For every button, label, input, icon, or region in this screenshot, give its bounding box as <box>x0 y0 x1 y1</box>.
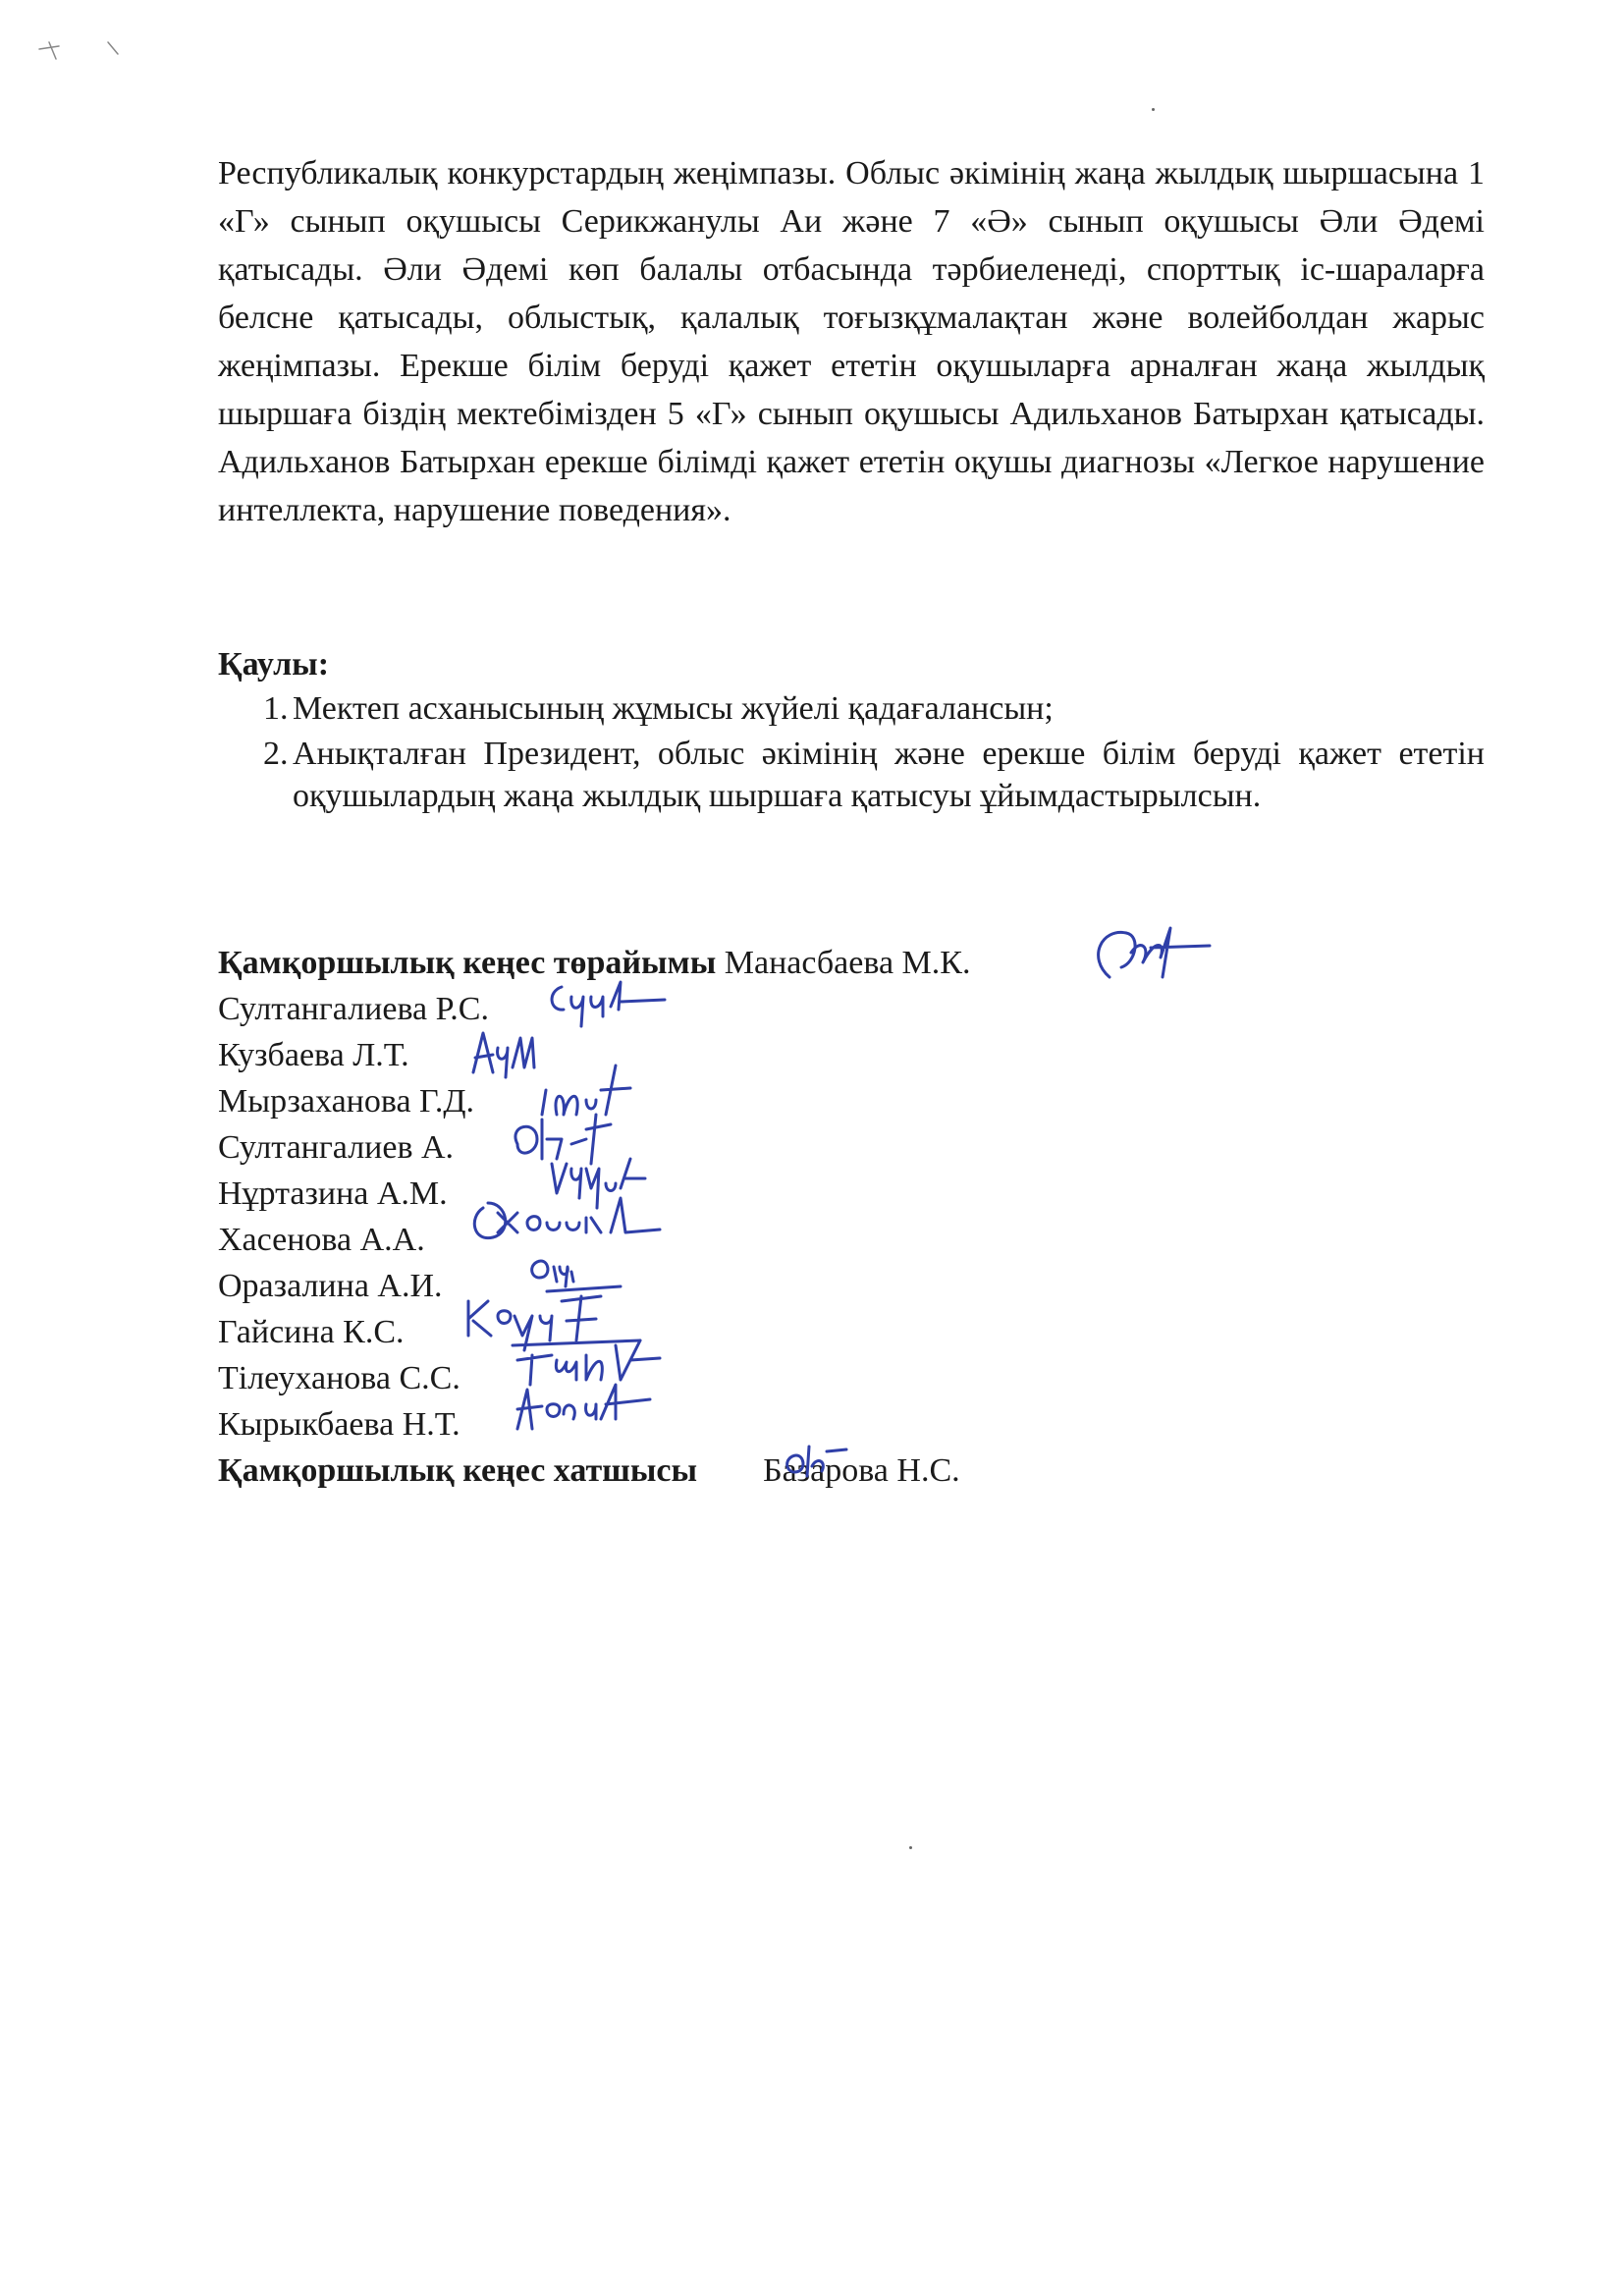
secretary-handwritten-signature <box>778 1432 856 1491</box>
member-signature-line <box>218 1404 460 1446</box>
member-name: Нұртазина А.М. <box>218 1175 448 1212</box>
member-handwritten-signature <box>503 1375 660 1453</box>
resolution-item-text: Мектеп асханысының жұмысы жүйелі қадағалансын; <box>293 690 1054 727</box>
member-signature-line <box>218 989 489 1030</box>
member-name: Султангалиев А. <box>218 1129 455 1166</box>
member-signature-line <box>218 1312 405 1353</box>
member-signature-line <box>218 1174 448 1215</box>
resolution-item <box>218 687 1485 730</box>
member-name: Кырыкбаева Н.Т. <box>218 1406 460 1443</box>
secretary-role: Қамқоршылық кеңес хатшысы <box>218 1452 698 1489</box>
scan-artifact-mark <box>34 34 123 74</box>
member-name: Мырзаханова Г.Д. <box>218 1083 475 1120</box>
member-name: Султангалиева Р.С. <box>218 991 489 1027</box>
scan-speck <box>1152 108 1155 111</box>
chair-name: Манасбаева М.К. <box>724 945 971 981</box>
resolution-item-text: Анықталған Президент, облыс әкімінің және ерекше білім беруді қажет ететін оқушылардың жаңа жылдық шыршаға қатысуы ұйымдастырылсын. <box>293 736 1485 814</box>
resolution-item <box>218 733 1485 817</box>
resolution-item-number: 1. <box>263 690 289 727</box>
resolution-item-number: 2. <box>263 736 289 772</box>
secretary-name: Базарова Н.С. <box>763 1452 960 1489</box>
chair-role: Қамқоршылық кеңес төрайымы <box>218 945 717 981</box>
scan-speck <box>909 1846 912 1849</box>
member-signature-line <box>218 1358 460 1399</box>
member-signature-line <box>218 1266 443 1307</box>
body-paragraph: Республикалық конкурстардың жеңімпазы. Облыс әкімінің жаңа жылдық шыршасына 1 «Г» сынып оқушысы Серикжанулы Аи және 7 «Ә» сынып оқушысы Әли Әдемі қатысады. Әли Әдемі көп балалы отбасында тәрбиеленеді, спорттық іс-шараларға белсне қатысады, облыстық, қалалық тоғызқұмалақтан және волейболдан жарыс жеңімпазы. Ерекше білім беруді қажет ететін оқушыларға арналған жаңа жылдық шыршаға біздің мектебімізден 5 «Г» сынып оқушысы Адильханов Батырхан қатысады. Адильханов Батырхан ерекше білімді қажет ететін оқушы диагнозы «Легкое нарушение интеллекта, нарушение поведения». <box>218 155 1485 528</box>
chair-handwritten-signature <box>1082 918 1219 997</box>
member-name: Тілеуханова С.С. <box>218 1360 460 1396</box>
member-name: Хасенова А.А. <box>218 1222 425 1258</box>
member-name: Кузбаева Л.Т. <box>218 1037 409 1073</box>
member-signature-line <box>218 1035 409 1076</box>
resolution-list <box>218 687 1485 817</box>
member-signature-line <box>218 1127 454 1169</box>
resolution-heading: Қаулы: <box>218 646 330 683</box>
member-handwritten-signature <box>463 1023 542 1082</box>
member-signature-line <box>218 1220 425 1261</box>
member-signature-line <box>218 1081 474 1122</box>
member-name: Гайсина К.С. <box>218 1314 405 1350</box>
member-handwritten-signature <box>542 972 670 1031</box>
member-name: Оразалина А.И. <box>218 1268 443 1304</box>
